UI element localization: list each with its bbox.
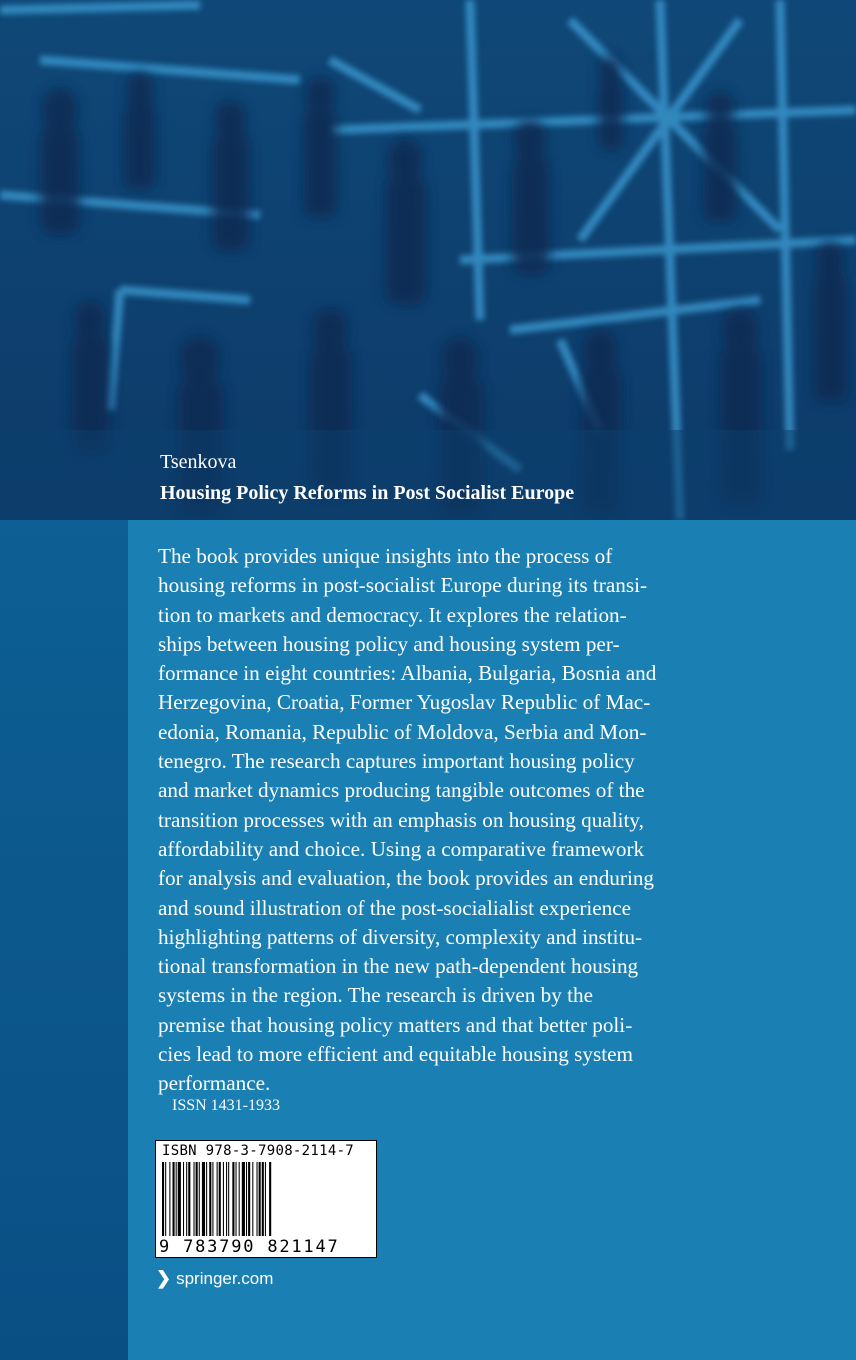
barcode-bar <box>223 1162 224 1236</box>
blurb-text <box>158 542 748 1099</box>
blurb-line: housing reforms in post-socialist Europe during its transi- <box>158 573 648 598</box>
cover-photo <box>0 0 856 520</box>
blurb-line: and sound illustration of the post-socialialist experience <box>158 895 632 920</box>
barcode-bar <box>236 1162 237 1236</box>
blurb-line: tion to markets and democracy. It explores the relation- <box>158 602 627 627</box>
blurb-line: tenegro. The research captures important housing policy <box>158 749 635 774</box>
chevron-right-icon: ❯ <box>156 1268 172 1288</box>
barcode-bar <box>257 1162 258 1236</box>
barcode-bar <box>176 1162 177 1236</box>
blurb-line: affordability and choice. Using a comparative framework <box>158 836 645 861</box>
blurb-line: premise that housing policy matters and that better poli- <box>158 1012 633 1037</box>
barcode-bar <box>169 1162 170 1236</box>
barcode-bar <box>226 1162 227 1236</box>
blurb-line: ships between housing policy and housing system per- <box>158 631 620 656</box>
barcode-bar <box>228 1162 229 1236</box>
barcode-bar <box>219 1162 221 1236</box>
barcode-bar <box>252 1162 253 1236</box>
barcode-bar <box>242 1162 245 1236</box>
barcode-bar <box>217 1162 218 1236</box>
blurb-line: tional transformation in the new path-dependent housing <box>158 954 639 979</box>
barcode-bar <box>162 1162 164 1236</box>
barcode-bar <box>199 1162 200 1236</box>
blurb-line: transition processes with an emphasis on housing quality, <box>158 807 644 832</box>
blurb-line: performance. <box>158 1071 271 1096</box>
blurb-line: The book provides unique insights into the process of <box>158 544 613 568</box>
barcode-bar <box>194 1162 195 1236</box>
barcode-bar <box>265 1162 266 1236</box>
barcode-bar <box>239 1162 240 1236</box>
blurb-line: cies lead to more efficient and equitable housing system <box>158 1042 634 1067</box>
barcode-bar <box>209 1162 211 1236</box>
barcode-bar <box>269 1162 271 1236</box>
crowd-image <box>0 0 856 520</box>
barcode-bar <box>178 1162 181 1236</box>
barcode-bar <box>186 1162 187 1236</box>
barcode-bar <box>212 1162 213 1236</box>
author-name: Tsenkova <box>160 451 237 473</box>
barcode-bars <box>162 1162 370 1236</box>
barcode-bar <box>246 1162 247 1236</box>
barcode-bar <box>188 1162 190 1236</box>
barcode-bar <box>165 1162 166 1236</box>
blurb-line: systems in the region. The research is driven by the <box>158 983 594 1008</box>
barcode-bar <box>183 1162 184 1236</box>
blurb-line: formance in eight countries: Albania, Bulgaria, Bosnia and <box>158 661 657 686</box>
barcode-bar <box>248 1162 250 1236</box>
blurb-line: for analysis and evaluation, the book provides an enduring <box>158 866 655 891</box>
blurb-line: Herzegovina, Croatia, Former Yugoslav Republic of Mac- <box>158 690 651 715</box>
blurb-line: edonia, Romania, Republic of Moldova, Serbia and Mon- <box>158 719 647 744</box>
book-title: Housing Policy Reforms in Post Socialist Europe <box>160 482 575 504</box>
blurb-line: highlighting patterns of diversity, complexity and institu- <box>158 924 643 949</box>
barcode-bar <box>262 1162 264 1236</box>
barcode-bar <box>196 1162 198 1236</box>
barcode-bar <box>206 1162 207 1236</box>
isbn-barcode <box>155 1140 377 1258</box>
spine-shade <box>0 520 128 1360</box>
barcode-bar <box>232 1162 234 1236</box>
blurb-line: and market dynamics producing tangible outcomes of the <box>158 778 645 803</box>
issn-label: ISSN 1431-1933 <box>172 1097 281 1114</box>
website-label: springer.com <box>176 1268 274 1288</box>
barcode-digits: 9 783790 821147 <box>159 1237 340 1257</box>
barcode-bar <box>173 1162 175 1236</box>
isbn-label: ISBN 978-3-7908-2114-7 <box>162 1143 355 1159</box>
barcode-bar <box>202 1162 205 1236</box>
barcode-bar <box>259 1162 261 1236</box>
publisher-website[interactable] <box>156 1268 273 1289</box>
